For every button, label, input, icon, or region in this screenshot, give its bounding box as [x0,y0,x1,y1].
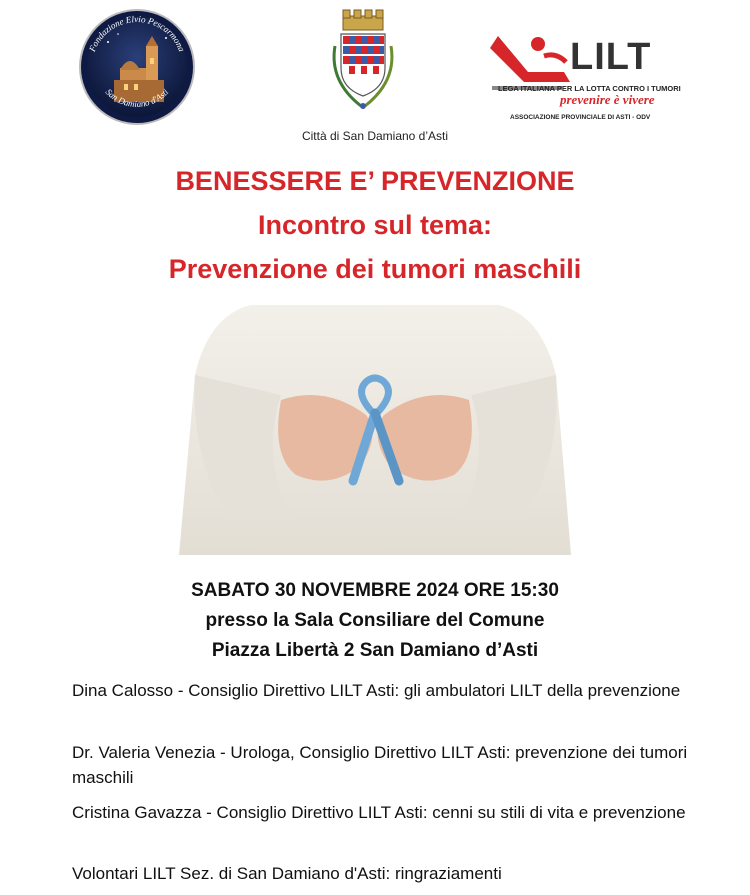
event-address: Piazza Libertà 2 San Damiano d’Asti [211,640,539,661]
subtitle-topic: Prevenzione dei tumori maschili [168,254,582,284]
foundation-logo-text-bottom: San Damiano d'Asti [103,86,171,109]
subtitle-intro: Incontro sul tema: [257,210,493,240]
blue-ribbon-photo [131,305,619,555]
lilt-association: ASSOCIAZIONE PROVINCIALE DI ASTI - ODV [510,114,651,121]
event-venue: presso la Sala Consiliare del Comune [205,610,545,631]
speaker-item: Dr. Valeria Venezia - Urologa, Consiglio Direttivo LILT Asti: prevenzione dei tumori maschili [72,743,688,787]
foundation-logo-text-top: Fondazione Elvio Pescarmona [87,13,187,53]
lilt-slogan: prevenire è vivere [560,92,655,107]
city-coat-of-arms [327,6,399,116]
city-caption: Città di San Damiano d’Asti [301,129,449,143]
foundation-logo [78,8,196,126]
lilt-full-name: LEGA ITALIANA PER LA LOTTA CONTRO I TUMORI [498,84,681,93]
lilt-wordmark: LILT [570,36,652,78]
speaker-item: Cristina Gavazza - Consiglio Direttivo LILT Asti: cenni su stili di vita e prevenzione [72,803,686,822]
speaker-item: Volontari LILT Sez. di San Damiano d'Asti: ringraziamenti [72,864,502,883]
main-title: BENESSERE E’ PREVENZIONE [175,166,575,196]
event-date-time: SABATO 30 NOVEMBRE 2024 ORE 15:30 [191,580,559,601]
speaker-item: Dina Calosso - Consiglio Direttivo LILT Asti: gli ambulatori LILT della prevenzione [72,681,681,700]
